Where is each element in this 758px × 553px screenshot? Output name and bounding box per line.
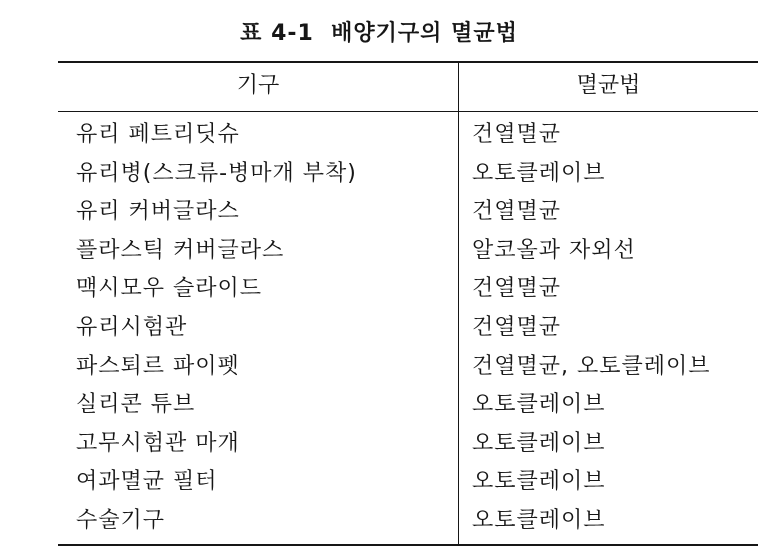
method-cell: 오토클레이브 [472, 160, 606, 186]
column-header-item: 기구 [236, 73, 280, 98]
item-cell: 유리 페트리딧슈 [76, 122, 240, 147]
item-cell: 파스퇴르 파이펫 [76, 353, 240, 379]
table-row [0, 155, 758, 194]
item-cell: 실리콘 튜브 [76, 392, 196, 418]
method-cell: 건열멸균 [472, 276, 562, 302]
method-cell: 건열멸균 [472, 314, 562, 340]
header-rule [58, 111, 758, 112]
table-row [0, 309, 758, 348]
table-row [0, 193, 758, 232]
method-cell: 건열멸균 [472, 122, 562, 147]
item-cell: 수술기구 [76, 507, 166, 533]
method-cell: 알코올과 자외선 [472, 237, 636, 263]
bottom-rule [58, 544, 758, 546]
top-rule [58, 61, 758, 63]
item-cell: 맥시모우 슬라이드 [76, 276, 263, 302]
table-row [0, 270, 758, 309]
table-body [0, 116, 758, 541]
item-cell: 유리병(스크류-병마개 부착) [76, 160, 357, 186]
method-cell: 오토클레이브 [472, 392, 606, 418]
table-row [0, 232, 758, 271]
method-cell: 오토클레이브 [472, 507, 606, 533]
table-row [0, 348, 758, 387]
table-caption: 표 4-1 배양기구의 멸균법 [240, 21, 518, 46]
table-row [0, 425, 758, 464]
table-row [0, 502, 758, 541]
method-cell: 건열멸균, 오토클레이브 [472, 353, 711, 379]
column-header-method: 멸균법 [576, 73, 641, 98]
item-cell: 유리 커버글라스 [76, 199, 240, 225]
method-cell: 건열멸균 [472, 199, 562, 225]
item-cell: 플라스틱 커버글라스 [76, 237, 285, 263]
item-cell: 여과멸균 필터 [76, 469, 218, 495]
method-cell: 오토클레이브 [472, 430, 606, 456]
item-cell: 고무시험관 마개 [76, 430, 240, 456]
table-row [0, 116, 758, 155]
table-row [0, 463, 758, 502]
table-row [0, 386, 758, 425]
method-cell: 오토클레이브 [472, 469, 606, 495]
item-cell: 유리시험관 [76, 314, 188, 340]
